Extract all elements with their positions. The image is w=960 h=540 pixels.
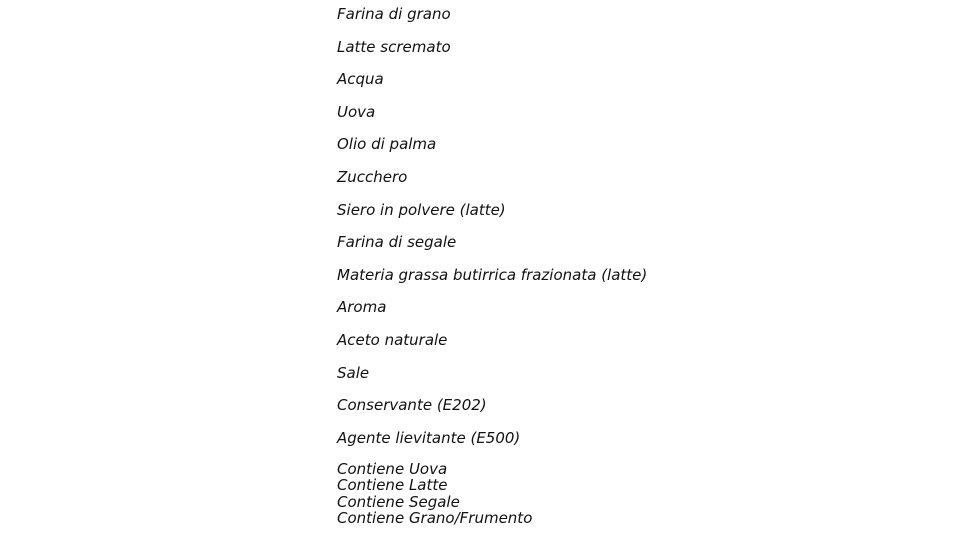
ingredient-item: Olio di palma [337,135,437,154]
allergen-item: Contiene Uova [337,460,448,478]
ingredient-item: Siero in polvere (latte) [337,200,506,219]
ingredient-item: Uova [337,102,376,121]
ingredient-item: Materia grassa butirrica frazionata (latte) [337,265,648,284]
allergen-item: Contiene Segale [337,492,460,511]
ingredient-item: Agente lievitante (E500) [337,428,521,447]
ingredient-item: Aroma [337,298,387,317]
ingredient-list [337,0,647,447]
ingredient-item: Zucchero [337,167,408,186]
ingredient-item: Farina di segale [337,233,457,252]
allergen-item: Contiene Latte [337,476,448,495]
allergen-item: Contiene Grano/Frumento [337,509,533,528]
ingredient-item: Aceto naturale [337,330,448,349]
ingredient-item: Sale [337,363,370,382]
ingredient-item: Conservante (E202) [337,396,487,415]
allergen-list [337,461,532,527]
ingredient-item: Latte scremato [337,37,451,56]
ingredient-item: Acqua [337,70,384,89]
ingredient-item: Farina di grano [337,5,451,23]
